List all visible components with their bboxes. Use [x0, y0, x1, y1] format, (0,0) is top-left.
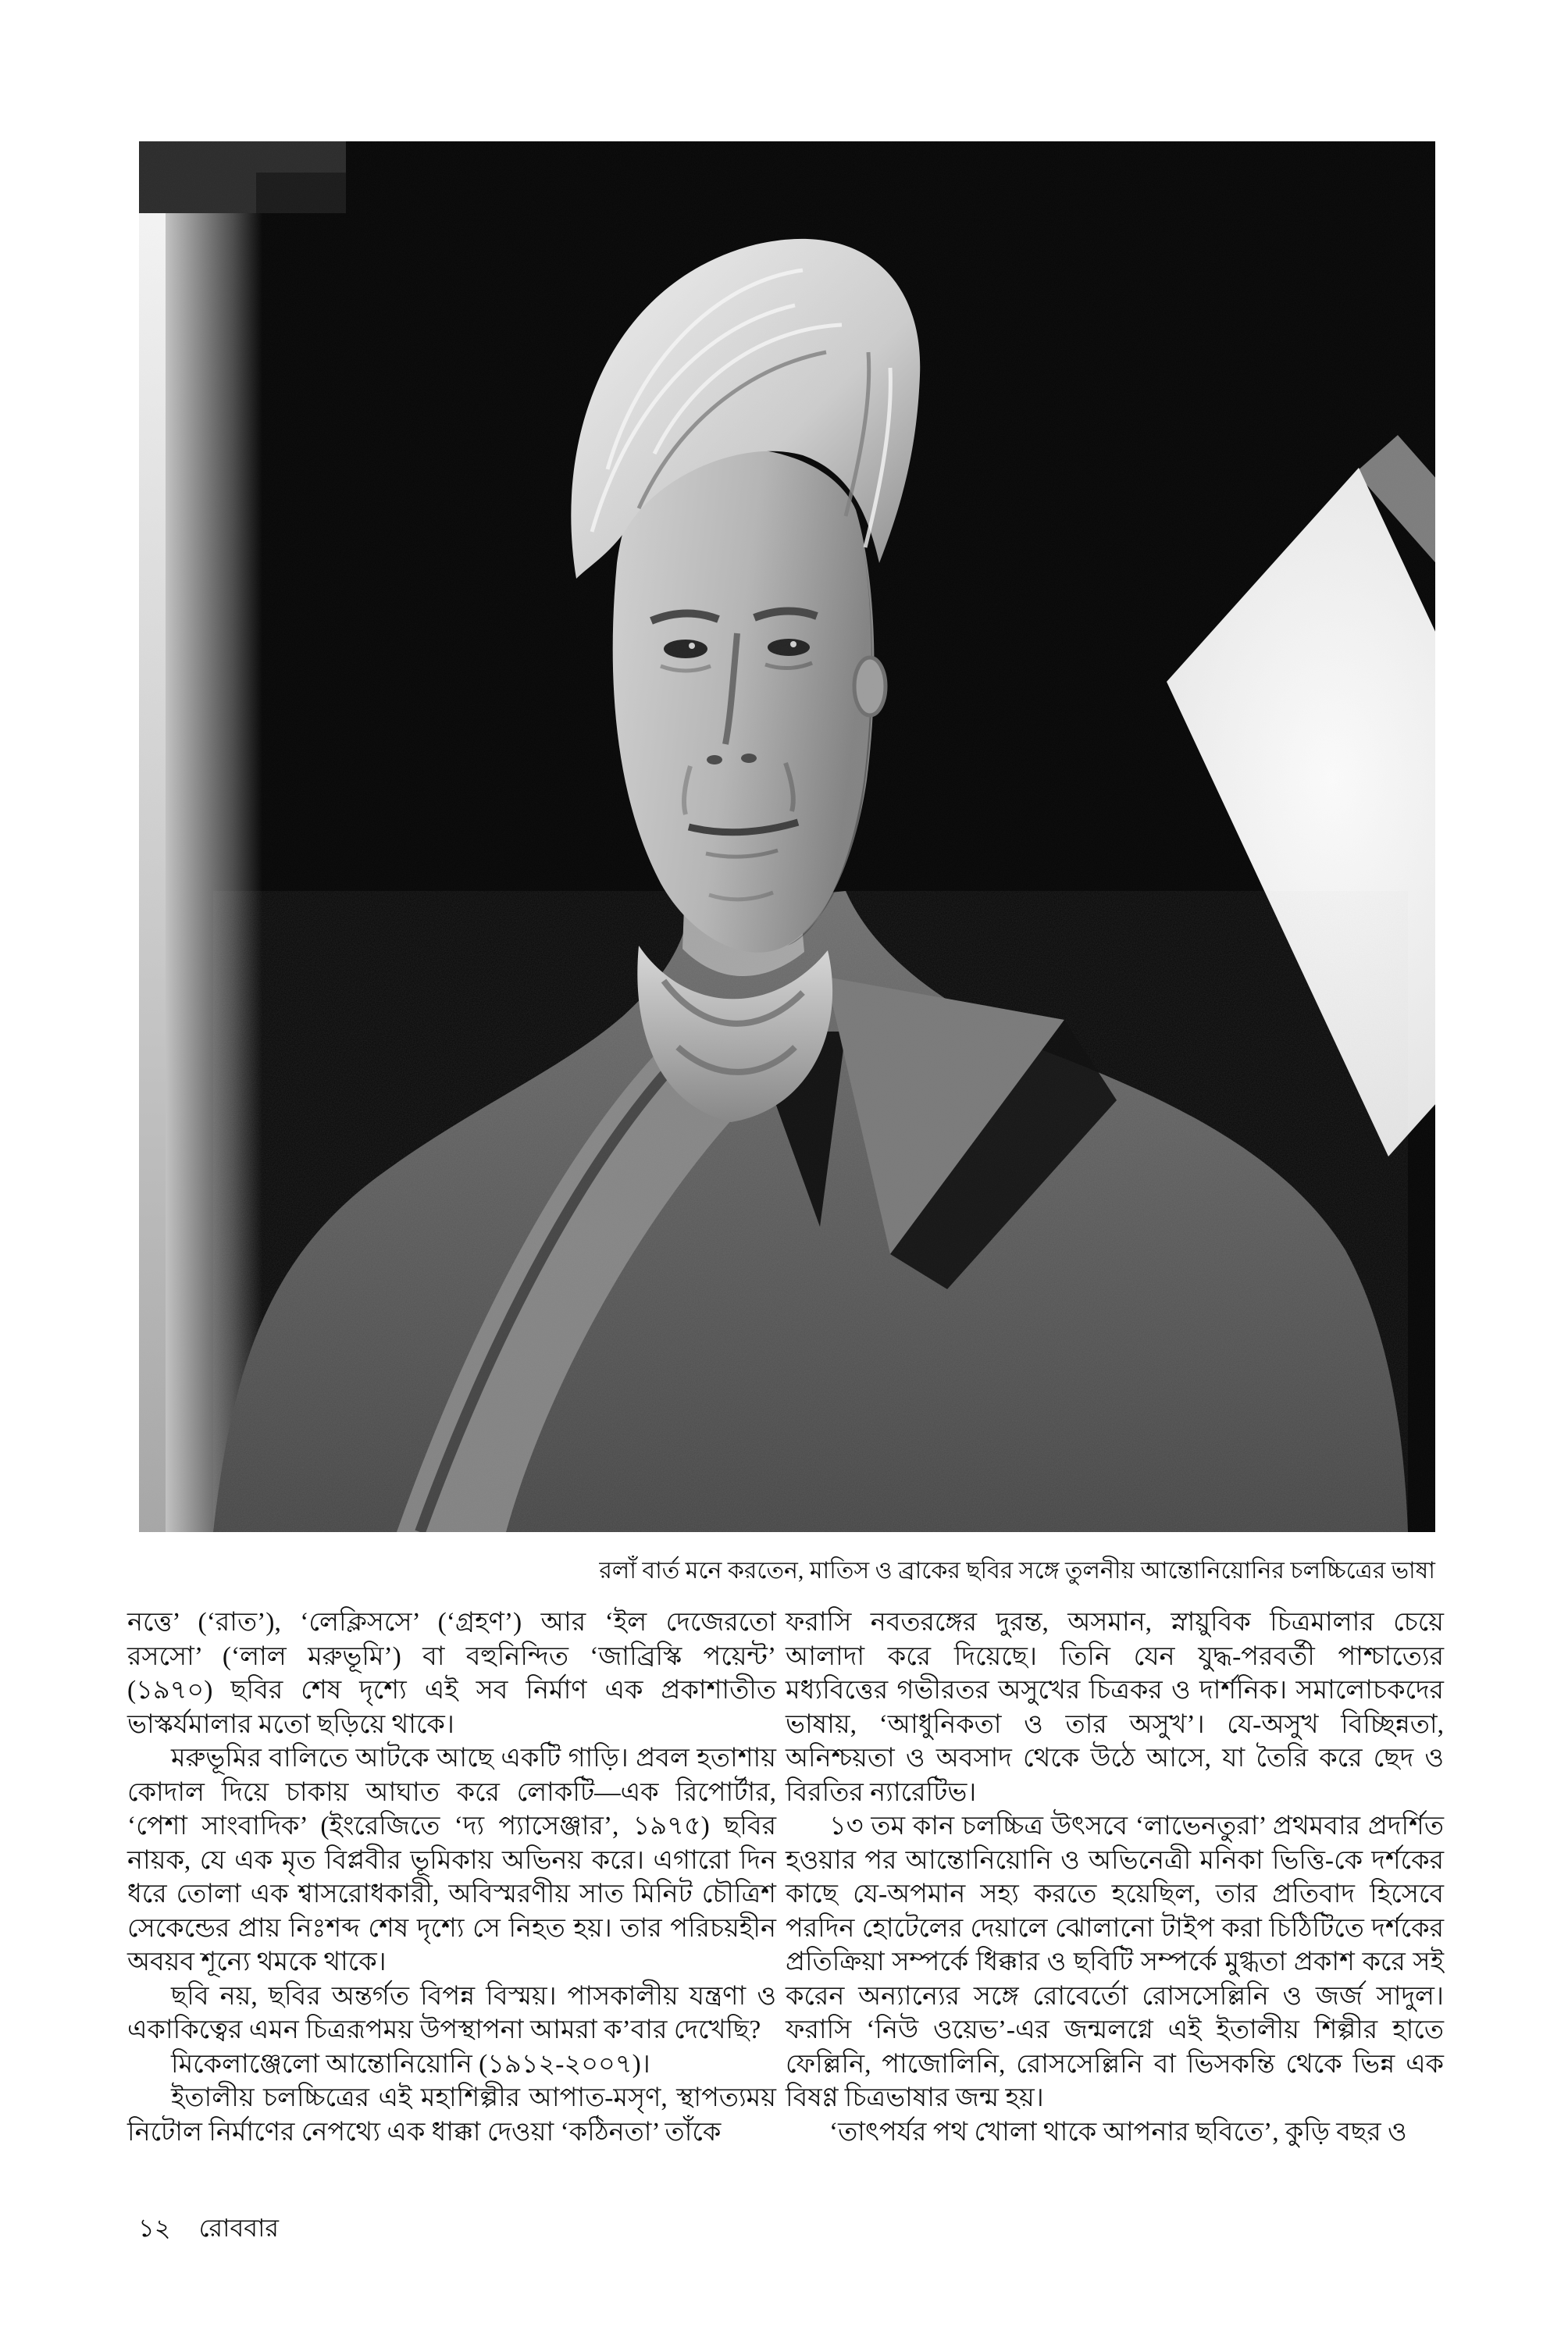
right-column [786, 1605, 1444, 2149]
body-paragraph: নত্তে’ (‘রাত’), ‘লেক্লিসসে’ (‘গ্রহণ’) আর ‘ইল দেজেরতো রসসো’ (‘লাল মরুভূমি’) বা বহুনিন্দিত ‘জাব্রিস্কি পয়েন্ট’ (১৯৭০) ছবির শেষ দৃশ্যে এই সব নির্মাণ এক প্রকাশাতীত ভাস্কর্যমালার মতো ছড়িয়ে থাকে। [127, 1608, 776, 1739]
body-paragraph: ছবি নয়, ছবির অন্তর্গত বিপন্ন বিস্ময়। পাসকালীয় যন্ত্রণা ও একাকিত্বের এমন চিত্ররূপময় উপস্থাপনা আমরা ক’বার দেখেছি? [127, 1981, 776, 2044]
body-paragraph: ফরাসি নবতরঙ্গের দুরন্ত, অসমান, স্নায়ুবিক চিত্রমালার চেয়ে আলাদা করে দিয়েছে। তিনি যেন যুদ্ধ-পরবর্তী পাশ্চাত্যের মধ্যবিত্তের গভীরতর অসুখের চিত্রকর ও দার্শনিক। সমালোচকদের ভাষায়, ‘আধুনিকতা ও তার অসুখ’। যে-অসুখ বিচ্ছিন্নতা, অনিশ্চয়তা ও অবসাদ থেকে উঠে আসে, যা তৈরি করে ছেদ ও বিরতির ন্যারেটিভ। [786, 1608, 1444, 1807]
publication-name: রোববার [198, 2214, 279, 2242]
page-number: ১২ [138, 2214, 171, 2242]
portrait-photo [139, 141, 1435, 1532]
body-paragraph: মরুভূমির বালিতে আটকে আছে একটি গাড়ি। প্রবল হতাশায় কোদাল দিয়ে চাকায় আঘাত করে লোকটি—এক রিপোর্টার, ‘পেশা সাংবাদিক’ (ইংরেজিতে ‘দ্য প্যাসেঞ্জার’, ১৯৭৫) ছবির নায়ক, যে এক মৃত বিপ্লবীর ভূমিকায় অভিনয় করে। এগারো দিন ধরে তোলা এক শ্বাসরোধকারী, অবিস্মরণীয় সাত মিনিট চৌত্রিশ সেকেন্ডের প্রায় নিঃশব্দ শেষ দৃশ্যে সে নিহত হয়। তার পরিচয়হীন অবয়ব শূন্যে থমকে থাকে। [127, 1744, 776, 1976]
body-paragraph: ১৩ তম কান চলচ্চিত্র উৎসবে ‘লাভেনতুরা’ প্রথমবার প্রদর্শিত হওয়ার পর আন্তোনিয়োনি ও অভিনেত্রী মনিকা ভিত্তি-কে দর্শকের কাছে যে-অপমান সহ্য করতে হয়েছিল, তার প্রতিবাদ হিসেবে পরদিন হোটেলের দেয়ালে ঝোলানো টাইপ করা চিঠিটিতে দর্শকের প্রতিক্রিয়া সম্পর্কে ধিক্কার ও ছবিটি সম্পর্কে মুগ্ধতা প্রকাশ করে সই করেন অন্যান্যের সঙ্গে রোবের্তো রোসসেল্লিনি ও জর্জ সাদুল। ফরাসি ‘নিউ ওয়েভ’-এর জন্মলগ্নে এই ইতালীয় শিল্পীর হাতে ফেল্লিনি, পাজোলিনি, রোসসেল্লিনি বা ভিসকন্তি থেকে ভিন্ন এক বিষণ্ণ চিত্রভাষার জন্ম হয়। [786, 1812, 1444, 2112]
body-paragraph: ‘তাৎপর্যর পথ খোলা থাকে আপনার ছবিতে’, কুড়ি বছর ও [829, 2117, 1407, 2147]
film-grain [139, 141, 1435, 1532]
left-column [127, 1605, 776, 2149]
body-paragraph: মিকেলাঞ্জেলো আন্তোনিয়োনি (১৯১২-২০০৭)। [171, 2049, 650, 2079]
photo-caption: রলাঁ বার্ত মনে করতেন, মাতিস ও ব্রাকের ছবির সঙ্গে তুলনীয় আন্তোনিয়োনির চলচ্চিত্রের ভাষা [599, 1558, 1435, 1584]
body-paragraph: ইতালীয় চলচ্চিত্রের এই মহাশিল্পীর আপাত-মসৃণ, স্থাপত্যময় নিটোল নির্মাণের নেপথ্যে এক ধাক্কা দেওয়া ‘কঠিনতা’ তাঁকে [127, 2083, 776, 2147]
page-footer [138, 2208, 279, 2250]
portrait-photo-art [139, 141, 1435, 1532]
